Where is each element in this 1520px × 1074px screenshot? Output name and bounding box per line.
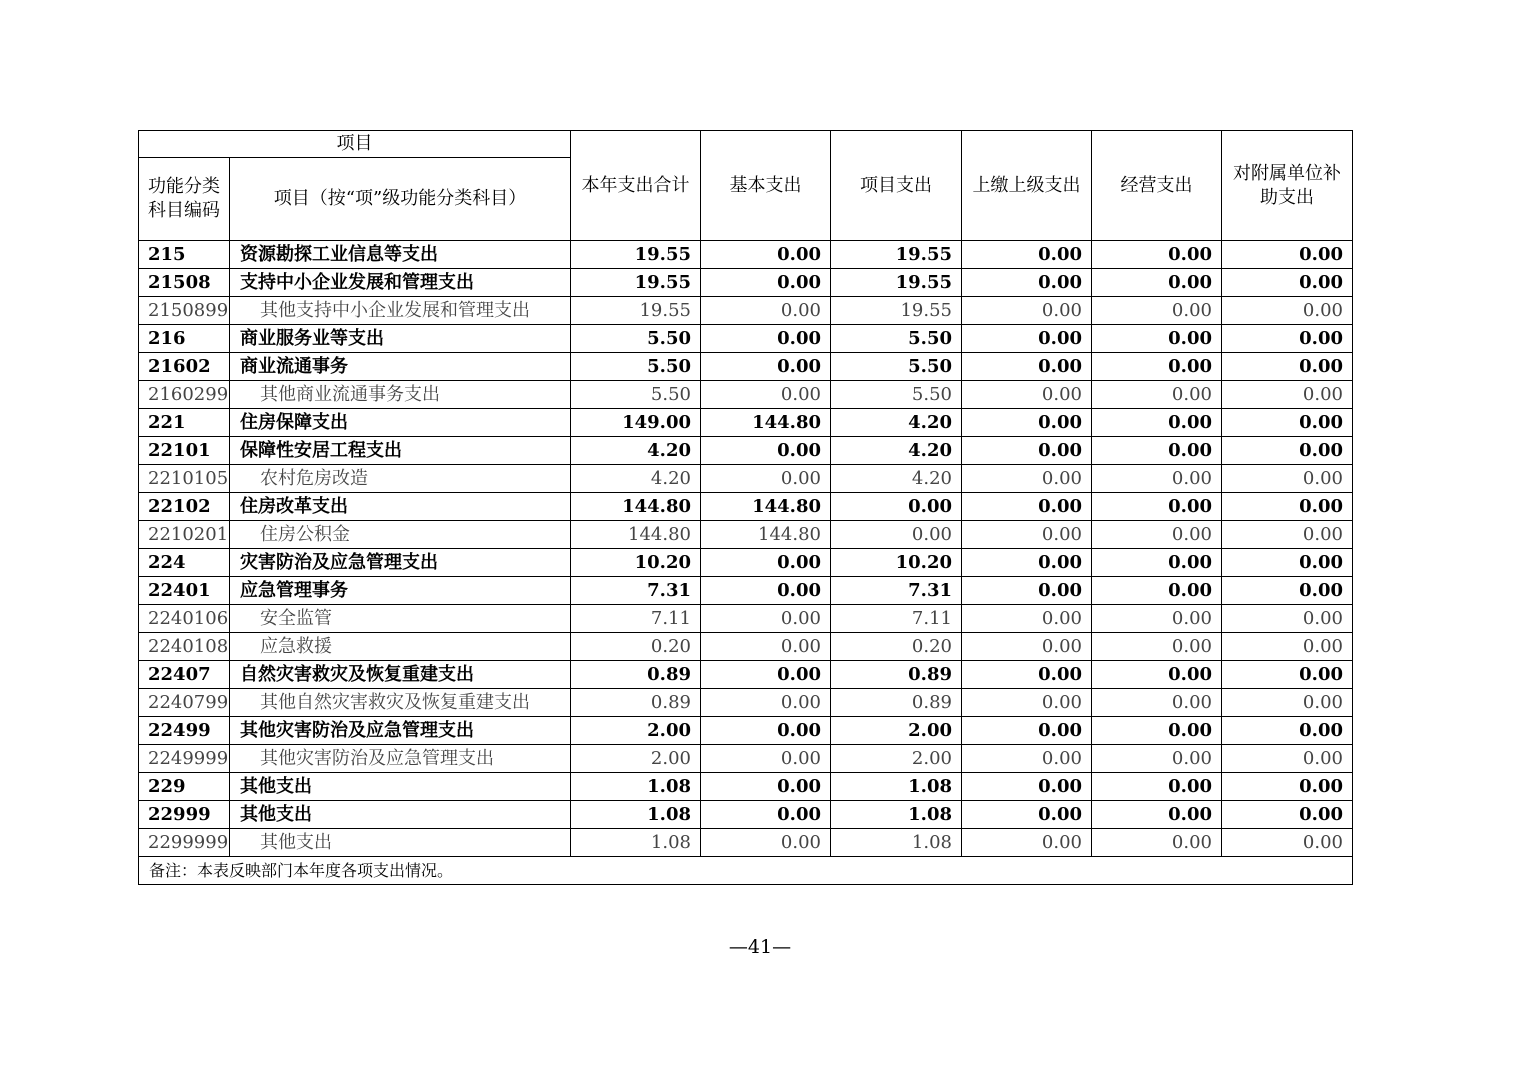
header-name: 项目（按“项”级功能分类科目） <box>230 158 571 241</box>
business-cell: 0.00 <box>1092 829 1222 857</box>
table-row <box>139 773 1353 801</box>
subsidy-cell: 0.00 <box>1222 829 1353 857</box>
basic-cell: 144.80 <box>701 409 831 437</box>
upper-cell: 0.00 <box>962 829 1092 857</box>
basic-cell: 0.00 <box>701 269 831 297</box>
basic-cell: 0.00 <box>701 241 831 269</box>
project-cell: 2.00 <box>831 745 962 773</box>
table-row <box>139 829 1353 857</box>
name-cell: 保障性安居工程支出 <box>230 437 571 465</box>
header-business: 经营支出 <box>1092 131 1222 241</box>
table-row <box>139 521 1353 549</box>
subsidy-cell: 0.00 <box>1222 325 1353 353</box>
code-cell: 2240106 <box>139 605 230 633</box>
table-row <box>139 465 1353 493</box>
total-cell: 149.00 <box>571 409 701 437</box>
total-cell: 10.20 <box>571 549 701 577</box>
basic-cell: 0.00 <box>701 689 831 717</box>
table-row <box>139 577 1353 605</box>
subsidy-cell: 0.00 <box>1222 773 1353 801</box>
upper-cell: 0.00 <box>962 241 1092 269</box>
project-cell: 5.50 <box>831 325 962 353</box>
business-cell: 0.00 <box>1092 465 1222 493</box>
header-project: 项目支出 <box>831 131 962 241</box>
subsidy-cell: 0.00 <box>1222 297 1353 325</box>
total-cell: 1.08 <box>571 829 701 857</box>
subsidy-cell: 0.00 <box>1222 717 1353 745</box>
code-cell: 22407 <box>139 661 230 689</box>
upper-cell: 0.00 <box>962 717 1092 745</box>
name-cell: 应急管理事务 <box>230 577 571 605</box>
subsidy-cell: 0.00 <box>1222 465 1353 493</box>
basic-cell: 0.00 <box>701 353 831 381</box>
name-cell: 其他商业流通事务支出 <box>230 381 571 409</box>
code-cell: 2249999 <box>139 745 230 773</box>
subsidy-cell: 0.00 <box>1222 241 1353 269</box>
total-cell: 7.31 <box>571 577 701 605</box>
business-cell: 0.00 <box>1092 269 1222 297</box>
code-cell: 22102 <box>139 493 230 521</box>
upper-cell: 0.00 <box>962 521 1092 549</box>
upper-cell: 0.00 <box>962 353 1092 381</box>
project-cell: 5.50 <box>831 353 962 381</box>
total-cell: 19.55 <box>571 297 701 325</box>
upper-cell: 0.00 <box>962 633 1092 661</box>
code-cell: 21602 <box>139 353 230 381</box>
basic-cell: 0.00 <box>701 577 831 605</box>
total-cell: 1.08 <box>571 801 701 829</box>
project-cell: 0.20 <box>831 633 962 661</box>
total-cell: 4.20 <box>571 465 701 493</box>
code-cell: 215 <box>139 241 230 269</box>
project-cell: 4.20 <box>831 437 962 465</box>
total-cell: 144.80 <box>571 493 701 521</box>
code-cell: 2210105 <box>139 465 230 493</box>
subsidy-cell: 0.00 <box>1222 353 1353 381</box>
name-cell: 商业流通事务 <box>230 353 571 381</box>
table-row <box>139 437 1353 465</box>
header-project-group: 项目 <box>139 131 571 158</box>
name-cell: 其他灾害防治及应急管理支出 <box>230 717 571 745</box>
total-cell: 19.55 <box>571 241 701 269</box>
project-cell: 4.20 <box>831 465 962 493</box>
header-basic: 基本支出 <box>701 131 831 241</box>
total-cell: 4.20 <box>571 437 701 465</box>
project-cell: 1.08 <box>831 801 962 829</box>
page-number: —41— <box>728 936 792 958</box>
code-cell: 22499 <box>139 717 230 745</box>
project-cell: 19.55 <box>831 241 962 269</box>
name-cell: 其他自然灾害救灾及恢复重建支出 <box>230 689 571 717</box>
project-cell: 0.89 <box>831 689 962 717</box>
total-cell: 2.00 <box>571 717 701 745</box>
basic-cell: 144.80 <box>701 493 831 521</box>
basic-cell: 0.00 <box>701 381 831 409</box>
business-cell: 0.00 <box>1092 493 1222 521</box>
table-row <box>139 605 1353 633</box>
upper-cell: 0.00 <box>962 661 1092 689</box>
business-cell: 0.00 <box>1092 801 1222 829</box>
basic-cell: 0.00 <box>701 717 831 745</box>
header-subsidy: 对附属单位补助支出 <box>1222 131 1353 241</box>
table-row <box>139 493 1353 521</box>
name-cell: 应急救援 <box>230 633 571 661</box>
table-row <box>139 297 1353 325</box>
name-cell: 住房公积金 <box>230 521 571 549</box>
table-row <box>139 353 1353 381</box>
basic-cell: 0.00 <box>701 801 831 829</box>
code-cell: 216 <box>139 325 230 353</box>
business-cell: 0.00 <box>1092 773 1222 801</box>
subsidy-cell: 0.00 <box>1222 577 1353 605</box>
code-cell: 22999 <box>139 801 230 829</box>
project-cell: 5.50 <box>831 381 962 409</box>
subsidy-cell: 0.00 <box>1222 269 1353 297</box>
name-cell: 灾害防治及应急管理支出 <box>230 549 571 577</box>
business-cell: 0.00 <box>1092 325 1222 353</box>
total-cell: 19.55 <box>571 269 701 297</box>
subsidy-cell: 0.00 <box>1222 633 1353 661</box>
name-cell: 住房保障支出 <box>230 409 571 437</box>
upper-cell: 0.00 <box>962 577 1092 605</box>
table-row <box>139 381 1353 409</box>
code-cell: 2240108 <box>139 633 230 661</box>
total-cell: 1.08 <box>571 773 701 801</box>
total-cell: 5.50 <box>571 325 701 353</box>
total-cell: 2.00 <box>571 745 701 773</box>
business-cell: 0.00 <box>1092 409 1222 437</box>
code-cell: 2160299 <box>139 381 230 409</box>
project-cell: 4.20 <box>831 409 962 437</box>
subsidy-cell: 0.00 <box>1222 661 1353 689</box>
upper-cell: 0.00 <box>962 801 1092 829</box>
business-cell: 0.00 <box>1092 521 1222 549</box>
table-row <box>139 269 1353 297</box>
business-cell: 0.00 <box>1092 353 1222 381</box>
upper-cell: 0.00 <box>962 773 1092 801</box>
table-row <box>139 689 1353 717</box>
basic-cell: 0.00 <box>701 297 831 325</box>
business-cell: 0.00 <box>1092 549 1222 577</box>
basic-cell: 0.00 <box>701 661 831 689</box>
subsidy-cell: 0.00 <box>1222 745 1353 773</box>
upper-cell: 0.00 <box>962 689 1092 717</box>
project-cell: 10.20 <box>831 549 962 577</box>
project-cell: 19.55 <box>831 297 962 325</box>
table-row <box>139 241 1353 269</box>
name-cell: 其他支出 <box>230 829 571 857</box>
project-cell: 2.00 <box>831 717 962 745</box>
subsidy-cell: 0.00 <box>1222 549 1353 577</box>
subsidy-cell: 0.00 <box>1222 801 1353 829</box>
code-cell: 2299999 <box>139 829 230 857</box>
upper-cell: 0.00 <box>962 381 1092 409</box>
project-cell: 19.55 <box>831 269 962 297</box>
project-cell: 0.89 <box>831 661 962 689</box>
basic-cell: 0.00 <box>701 437 831 465</box>
header-total: 本年支出合计 <box>571 131 701 241</box>
total-cell: 0.89 <box>571 661 701 689</box>
business-cell: 0.00 <box>1092 381 1222 409</box>
code-cell: 22101 <box>139 437 230 465</box>
code-cell: 221 <box>139 409 230 437</box>
code-cell: 2210201 <box>139 521 230 549</box>
business-cell: 0.00 <box>1092 689 1222 717</box>
subsidy-cell: 0.00 <box>1222 381 1353 409</box>
name-cell: 自然灾害救灾及恢复重建支出 <box>230 661 571 689</box>
code-cell: 2240799 <box>139 689 230 717</box>
table-row <box>139 717 1353 745</box>
business-cell: 0.00 <box>1092 605 1222 633</box>
name-cell: 其他支出 <box>230 773 571 801</box>
name-cell: 其他支出 <box>230 801 571 829</box>
basic-cell: 0.00 <box>701 745 831 773</box>
project-cell: 1.08 <box>831 773 962 801</box>
name-cell: 其他灾害防治及应急管理支出 <box>230 745 571 773</box>
business-cell: 0.00 <box>1092 241 1222 269</box>
project-cell: 0.00 <box>831 521 962 549</box>
upper-cell: 0.00 <box>962 493 1092 521</box>
basic-cell: 0.00 <box>701 829 831 857</box>
upper-cell: 0.00 <box>962 549 1092 577</box>
table-note: 备注：本表反映部门本年度各项支出情况。 <box>139 857 1353 885</box>
upper-cell: 0.00 <box>962 605 1092 633</box>
table-row <box>139 549 1353 577</box>
name-cell: 农村危房改造 <box>230 465 571 493</box>
subsidy-cell: 0.00 <box>1222 493 1353 521</box>
project-cell: 1.08 <box>831 829 962 857</box>
business-cell: 0.00 <box>1092 577 1222 605</box>
table-row <box>139 325 1353 353</box>
business-cell: 0.00 <box>1092 297 1222 325</box>
subsidy-cell: 0.00 <box>1222 605 1353 633</box>
subsidy-cell: 0.00 <box>1222 409 1353 437</box>
basic-cell: 144.80 <box>701 521 831 549</box>
upper-cell: 0.00 <box>962 409 1092 437</box>
business-cell: 0.00 <box>1092 437 1222 465</box>
total-cell: 0.89 <box>571 689 701 717</box>
code-cell: 22401 <box>139 577 230 605</box>
upper-cell: 0.00 <box>962 297 1092 325</box>
table-body <box>139 241 1353 857</box>
code-cell: 224 <box>139 549 230 577</box>
name-cell: 安全监管 <box>230 605 571 633</box>
business-cell: 0.00 <box>1092 717 1222 745</box>
project-cell: 7.31 <box>831 577 962 605</box>
total-cell: 5.50 <box>571 381 701 409</box>
code-cell: 21508 <box>139 269 230 297</box>
basic-cell: 0.00 <box>701 605 831 633</box>
total-cell: 144.80 <box>571 521 701 549</box>
code-cell: 2150899 <box>139 297 230 325</box>
name-cell: 商业服务业等支出 <box>230 325 571 353</box>
header-code: 功能分类科目编码 <box>139 158 230 241</box>
upper-cell: 0.00 <box>962 269 1092 297</box>
total-cell: 5.50 <box>571 353 701 381</box>
project-cell: 7.11 <box>831 605 962 633</box>
upper-cell: 0.00 <box>962 745 1092 773</box>
total-cell: 0.20 <box>571 633 701 661</box>
expenditure-table <box>138 130 1353 885</box>
upper-cell: 0.00 <box>962 465 1092 493</box>
name-cell: 资源勘探工业信息等支出 <box>230 241 571 269</box>
basic-cell: 0.00 <box>701 773 831 801</box>
subsidy-cell: 0.00 <box>1222 437 1353 465</box>
name-cell: 支持中小企业发展和管理支出 <box>230 269 571 297</box>
name-cell: 其他支持中小企业发展和管理支出 <box>230 297 571 325</box>
basic-cell: 0.00 <box>701 633 831 661</box>
name-cell: 住房改革支出 <box>230 493 571 521</box>
header-upper: 上缴上级支出 <box>962 131 1092 241</box>
basic-cell: 0.00 <box>701 465 831 493</box>
business-cell: 0.00 <box>1092 661 1222 689</box>
table-row <box>139 801 1353 829</box>
table-row <box>139 745 1353 773</box>
table-row <box>139 633 1353 661</box>
project-cell: 0.00 <box>831 493 962 521</box>
upper-cell: 0.00 <box>962 325 1092 353</box>
table-row <box>139 409 1353 437</box>
total-cell: 7.11 <box>571 605 701 633</box>
upper-cell: 0.00 <box>962 437 1092 465</box>
basic-cell: 0.00 <box>701 549 831 577</box>
basic-cell: 0.00 <box>701 325 831 353</box>
business-cell: 0.00 <box>1092 745 1222 773</box>
table-row <box>139 661 1353 689</box>
subsidy-cell: 0.00 <box>1222 689 1353 717</box>
subsidy-cell: 0.00 <box>1222 521 1353 549</box>
code-cell: 229 <box>139 773 230 801</box>
business-cell: 0.00 <box>1092 633 1222 661</box>
